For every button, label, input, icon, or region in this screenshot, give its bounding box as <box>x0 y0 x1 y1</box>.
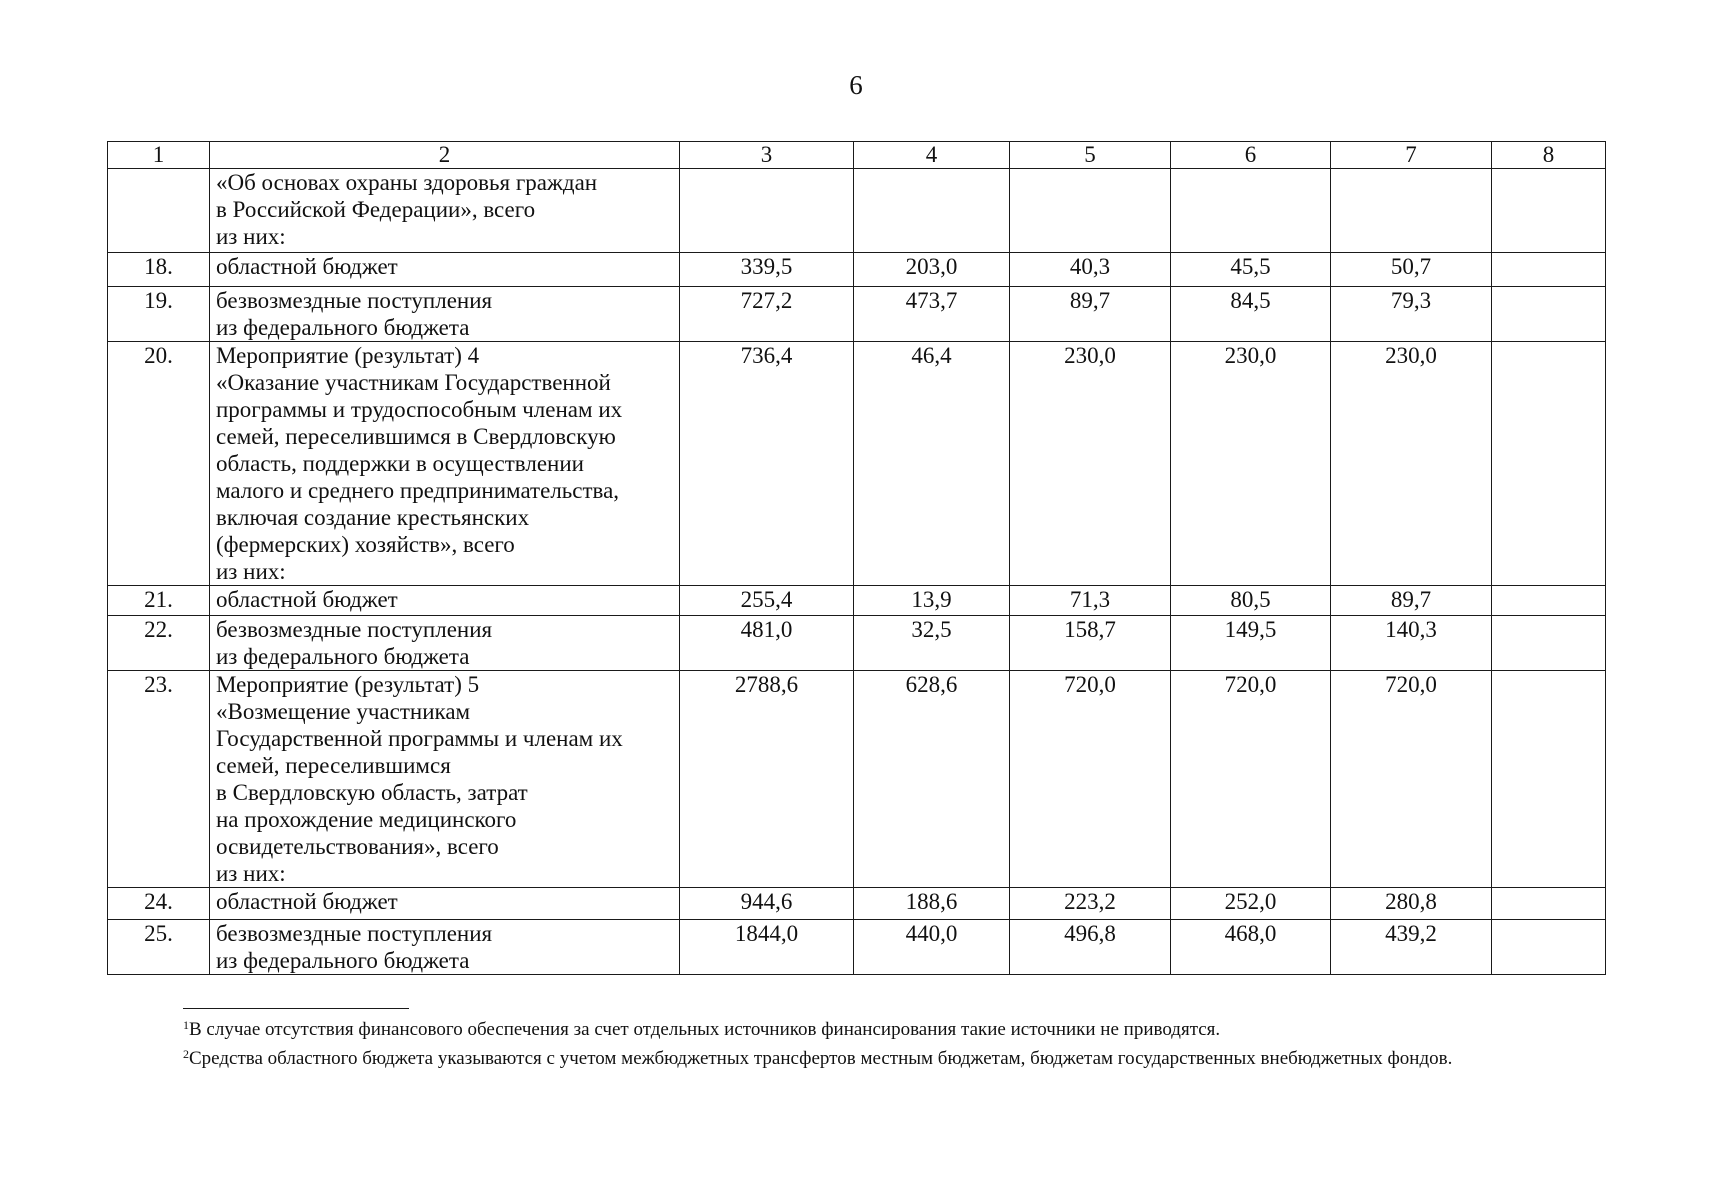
footnote-2 <box>107 1042 1605 1071</box>
value-cell-col-7: 89,7 <box>1331 586 1492 616</box>
description-line: областной бюджет <box>216 587 398 612</box>
column-header: 4 <box>854 142 1010 169</box>
column-header: 1 <box>108 142 210 169</box>
row-description <box>210 920 680 975</box>
value-cell-col-3: 736,4 <box>680 342 854 586</box>
value-cell-col-5: 89,7 <box>1010 287 1171 342</box>
footnotes <box>107 1008 1605 1071</box>
value-cell-col-5: 223,2 <box>1010 888 1171 920</box>
value-cell-col-8 <box>1492 586 1606 616</box>
budget-table <box>107 141 1606 975</box>
value-cell-col-5: 71,3 <box>1010 586 1171 616</box>
value-cell-col-5: 40,3 <box>1010 253 1171 287</box>
value-cell-col-5: 720,0 <box>1010 671 1171 888</box>
value-cell-col-4: 188,6 <box>854 888 1010 920</box>
row-description <box>210 287 680 342</box>
row-number: 20. <box>108 342 210 586</box>
value-cell-col-6: 252,0 <box>1171 888 1331 920</box>
row-description <box>210 342 680 586</box>
value-cell-col-7: 439,2 <box>1331 920 1492 975</box>
value-cell-col-8 <box>1492 888 1606 920</box>
table-row <box>108 169 1606 253</box>
row-description <box>210 616 680 671</box>
value-cell-col-8 <box>1492 169 1606 253</box>
value-cell-col-5 <box>1010 169 1171 253</box>
value-cell-col-7: 280,8 <box>1331 888 1492 920</box>
description-line: семей, переселившимся в Свердловскую <box>216 424 616 449</box>
footnote-text: Средства областного бюджета указываются с учетом межбюджетных трансфертов местным бюджетам, бюджетам государственных внебюджетных фондов. <box>189 1048 1453 1069</box>
value-cell-col-7 <box>1331 169 1492 253</box>
value-cell-col-3: 944,6 <box>680 888 854 920</box>
description-line: освидетельствования», всего <box>216 834 499 859</box>
row-number: 18. <box>108 253 210 287</box>
value-cell-col-6: 468,0 <box>1171 920 1331 975</box>
column-header: 7 <box>1331 142 1492 169</box>
column-number-row <box>108 142 1606 169</box>
value-cell-col-3: 255,4 <box>680 586 854 616</box>
value-cell-col-7: 50,7 <box>1331 253 1492 287</box>
value-cell-col-8 <box>1492 616 1606 671</box>
description-line: «Об основах охраны здоровья граждан <box>216 170 598 195</box>
value-cell-col-6: 84,5 <box>1171 287 1331 342</box>
description-line: семей, переселившимся <box>216 753 451 778</box>
footnote-mark: 2 <box>183 1047 189 1061</box>
value-cell-col-8 <box>1492 342 1606 586</box>
description-line: малого и среднего предпринимательства, <box>216 478 620 503</box>
value-cell-col-4: 203,0 <box>854 253 1010 287</box>
column-header: 8 <box>1492 142 1606 169</box>
table-row <box>108 920 1606 975</box>
description-line: «Оказание участникам Государственной <box>216 370 611 395</box>
description-line: включая создание крестьянских <box>216 505 530 530</box>
page-number: 6 <box>849 70 863 100</box>
value-cell-col-8 <box>1492 671 1606 888</box>
row-description <box>210 671 680 888</box>
description-line: безвозмездные поступления <box>216 288 493 313</box>
value-cell-col-4: 46,4 <box>854 342 1010 586</box>
value-cell-col-8 <box>1492 287 1606 342</box>
value-cell-col-5: 158,7 <box>1010 616 1171 671</box>
column-header: 2 <box>210 142 680 169</box>
row-number: 23. <box>108 671 210 888</box>
description-line: область, поддержки в осуществлении <box>216 451 584 476</box>
footnote-text: В случае отсутствия финансового обеспечения за счет отдельных источников финансирования такие источники не приводятся. <box>189 1019 1221 1040</box>
value-cell-col-6: 149,5 <box>1171 616 1331 671</box>
value-cell-col-7: 720,0 <box>1331 671 1492 888</box>
table-row <box>108 586 1606 616</box>
value-cell-col-6 <box>1171 169 1331 253</box>
description-line: «Возмещение участникам <box>216 699 471 724</box>
value-cell-col-5: 230,0 <box>1010 342 1171 586</box>
column-header: 6 <box>1171 142 1331 169</box>
value-cell-col-4: 440,0 <box>854 920 1010 975</box>
value-cell-col-5: 496,8 <box>1010 920 1171 975</box>
column-header: 3 <box>680 142 854 169</box>
value-cell-col-4: 32,5 <box>854 616 1010 671</box>
value-cell-col-4: 628,6 <box>854 671 1010 888</box>
description-line: из федерального бюджета <box>216 948 470 973</box>
value-cell-col-3: 1844,0 <box>680 920 854 975</box>
footnote-1 <box>107 1013 1605 1042</box>
description-line: безвозмездные поступления <box>216 921 493 946</box>
value-cell-col-7: 230,0 <box>1331 342 1492 586</box>
description-line: Государственной программы и членам их <box>216 726 623 751</box>
value-cell-col-6: 45,5 <box>1171 253 1331 287</box>
table-row <box>108 253 1606 287</box>
row-number: 19. <box>108 287 210 342</box>
description-line: программы и трудоспособным членам их <box>216 397 623 422</box>
description-line: из федерального бюджета <box>216 644 470 669</box>
value-cell-col-6: 80,5 <box>1171 586 1331 616</box>
row-description <box>210 169 680 253</box>
row-number <box>108 169 210 253</box>
description-line: в Российской Федерации», всего <box>216 197 536 222</box>
value-cell-col-6: 720,0 <box>1171 671 1331 888</box>
description-line: областной бюджет <box>216 254 398 279</box>
row-description <box>210 888 680 920</box>
row-description <box>210 253 680 287</box>
description-line: Мероприятие (результат) 5 <box>216 672 480 697</box>
table-body <box>108 142 1606 975</box>
value-cell-col-3: 339,5 <box>680 253 854 287</box>
value-cell-col-4: 473,7 <box>854 287 1010 342</box>
description-line: на прохождение медицинского <box>216 807 517 832</box>
table-row <box>108 342 1606 586</box>
footnote-mark: 1 <box>183 1018 189 1032</box>
description-line: в Свердловскую область, затрат <box>216 780 528 805</box>
row-number: 22. <box>108 616 210 671</box>
description-line: из них: <box>216 224 286 249</box>
value-cell-col-4: 13,9 <box>854 586 1010 616</box>
row-description <box>210 586 680 616</box>
value-cell-col-8 <box>1492 920 1606 975</box>
value-cell-col-7: 140,3 <box>1331 616 1492 671</box>
description-line: Мероприятие (результат) 4 <box>216 343 480 368</box>
value-cell-col-7: 79,3 <box>1331 287 1492 342</box>
row-number: 21. <box>108 586 210 616</box>
value-cell-col-8 <box>1492 253 1606 287</box>
value-cell-col-3 <box>680 169 854 253</box>
value-cell-col-3: 481,0 <box>680 616 854 671</box>
description-line: (фермерских) хозяйств», всего <box>216 532 515 557</box>
description-line: из федерального бюджета <box>216 315 470 340</box>
table-row <box>108 671 1606 888</box>
table-row <box>108 616 1606 671</box>
table-row <box>108 287 1606 342</box>
description-line: из них: <box>216 861 286 886</box>
column-header: 5 <box>1010 142 1171 169</box>
value-cell-col-4 <box>854 169 1010 253</box>
value-cell-col-3: 727,2 <box>680 287 854 342</box>
description-line: областной бюджет <box>216 889 398 914</box>
row-number: 25. <box>108 920 210 975</box>
value-cell-col-3: 2788,6 <box>680 671 854 888</box>
row-number: 24. <box>108 888 210 920</box>
description-line: из них: <box>216 559 286 584</box>
table-row <box>108 888 1606 920</box>
description-line: безвозмездные поступления <box>216 617 493 642</box>
footnote-divider <box>183 1008 409 1009</box>
value-cell-col-6: 230,0 <box>1171 342 1331 586</box>
